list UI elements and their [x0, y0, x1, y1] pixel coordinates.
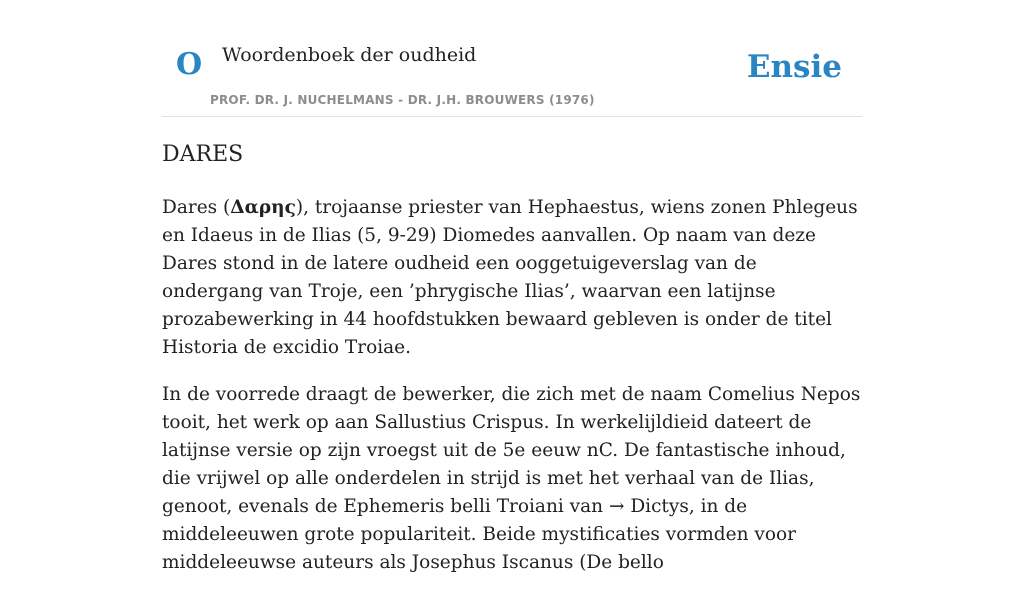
book-letter-logo[interactable]: O: [176, 47, 203, 82]
greek-name: Δαρης: [230, 197, 296, 218]
book-title-link[interactable]: Woordenboek der oudheid: [222, 44, 477, 66]
book-header: [162, 30, 862, 117]
entry-paragraph-1: [162, 194, 862, 362]
entry-content: [162, 140, 862, 596]
entry-paragraph-2: In de voorrede draagt de bewerker, die zich met de naam Comelius Nepos tooit, het werk op aan Sallustius Crispus. In werkelijldieid dateert de latijnse versie op zijn vroegst uit de 5e eeuw nC. De fantastische inhoud, die vrijwel op alle onderdelen in strijd is met het verhaal van de Ilias, genoot, evenals de Ephemeris belli Troiani van → Dictys, in de middeleeuwen grote populariteit. Beide mystificaties vormden voor middeleeuwse auteurs als Josephus Iscanus (De bello: [162, 384, 861, 573]
paragraph-1-intro: Dares (: [162, 197, 231, 218]
ensie-logo-link[interactable]: Ensie: [746, 49, 842, 85]
paragraph-1-body: ), trojaanse priester van Hephaestus, wiens zonen Phlegeus en Idaeus in de Ilias (5, 9-29) Diomedes aanvallen. Op naam van deze Dares stond in de latere oudheid een ooggetuigeverslag van de ondergang van Troje, een ’phrygische Ilias’, waarvan een latijnse prozabewerking in 44 hoofdstukken bewaard gebleven is onder de titel Historia de excidio Troiae.: [162, 197, 858, 358]
entry-title: DARES: [162, 142, 244, 167]
book-authors: PROF. DR. J. NUCHELMANS - DR. J.H. BROUWERS (1976): [210, 93, 595, 107]
